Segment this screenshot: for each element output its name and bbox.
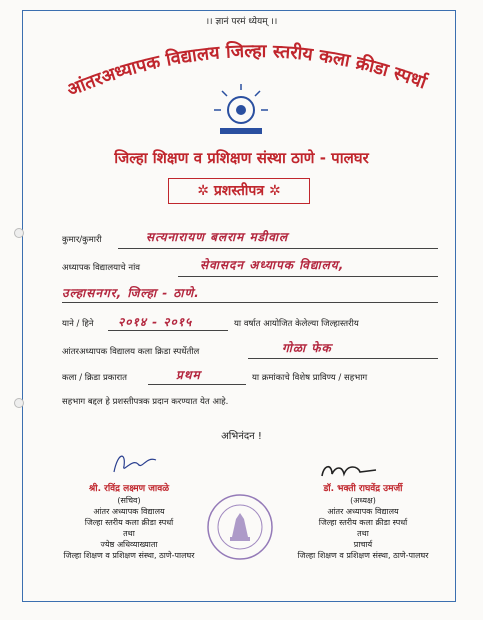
college-underline-2 (62, 302, 438, 303)
signatory-right-line4: प्राचार्य (353, 540, 373, 549)
college-underline (178, 276, 438, 277)
college-label: अध्यापक विद्यालयाचे नांव (62, 263, 141, 273)
emblem-logo (212, 84, 270, 140)
event-underline (248, 358, 438, 359)
greeting: अभिनंदन ! (221, 431, 262, 442)
signatory-left-line2: जिल्हा स्तरीय कला क्रीडा स्पर्धा (84, 518, 174, 527)
signatory-right (268, 484, 458, 561)
category-underline (148, 384, 246, 385)
signatory-left-name: श्री. रविंद्र लक्ष्मण जावळे (88, 484, 170, 494)
signatory-left-line4: ज्येष्ठ अधिव्याख्याता (100, 540, 158, 549)
certificate-label: ✲ प्रशस्तीपत्र ✲ (168, 178, 310, 204)
year-value: २०१४ - २०१५ (118, 315, 193, 329)
signatory-left-line5: जिल्हा शिक्षण व प्रशिक्षण संस्था, ठाणे-पालघर (63, 551, 195, 560)
punch-hole-top (14, 228, 24, 238)
signatory-left-role: (सचिव) (117, 496, 141, 505)
signatory-left (34, 484, 224, 561)
signatory-right-line2: जिल्हा स्तरीय कला क्रीडा स्पर्धा (318, 518, 408, 527)
category-text: या क्रमांकाचे विशेष प्राविण्य / सहभाग (252, 373, 368, 383)
signatory-left-line3: तथा (123, 529, 135, 538)
college-value: सेवासदन अध्यापक विद्यालय, (200, 258, 345, 272)
organization-name: जिल्हा शिक्षण व प्रशिक्षण संस्था ठाणे - पालघर (114, 149, 369, 167)
punch-hole-bottom (14, 398, 24, 408)
signature-left (110, 448, 160, 478)
name-label: कुमार/कुमारी (62, 235, 102, 245)
year-text: या वर्षात आयोजित केलेल्या जिल्हास्तरीय (234, 319, 359, 329)
year-label: याने / हिने (62, 319, 94, 329)
motto: ।। ज्ञानं परमं ध्येयम् ।। (205, 17, 278, 27)
name-value: सत्यनारायण बलराम मडीवाल (146, 230, 289, 244)
signatory-left-line1: आंतर अध्यापक विद्यालय (93, 507, 165, 516)
college-value-2: उल्हासनगर, जिल्हा - ठाणे. (62, 286, 200, 300)
signatory-right-line1: आंतर अध्यापक विद्यालय (327, 507, 399, 516)
signatory-right-role: (अध्यक्ष) (350, 496, 376, 505)
year-underline (108, 330, 228, 331)
event-label: आंतरअध्यापक विद्यालय कला क्रिडा स्पर्धेतील (62, 347, 200, 357)
title-arc-text: आंतरअध्यापक विद्यालय जिल्हा स्तरीय कला क्रीडा स्पर्धा (64, 40, 430, 101)
signatory-right-line5: जिल्हा शिक्षण व प्रशिक्षण संस्था, ठाणे-पालघर (297, 551, 429, 560)
event-value: गोळा फेक (282, 341, 332, 355)
category-value: प्रथम (176, 368, 201, 382)
signatory-right-line3: तथा (357, 529, 369, 538)
category-label: कला / क्रिडा प्रकारात (62, 373, 128, 383)
name-underline (118, 248, 438, 249)
signature-right (318, 460, 380, 482)
closing-text: सहभाग बद्दल हे प्रशस्तीपत्रक प्रदान करण्यात येत आहे. (62, 397, 229, 407)
signatory-right-name: डॉ. भक्ती राघवेंद्र उमर्जी (323, 484, 403, 494)
official-seal (206, 493, 274, 561)
